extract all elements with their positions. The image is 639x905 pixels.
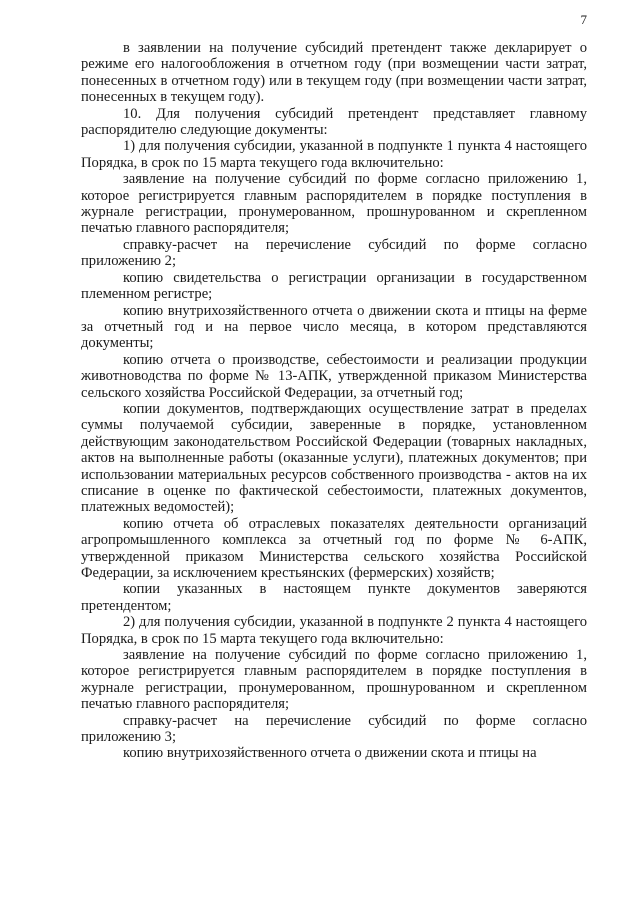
paragraph-continuation: в заявлении на получение субсидий претендент также декларирует о режиме его налогообложения в отчетном году (при возмещении части затрат, понесенных в отчетном году) или в текущем году (при возмещении части затрат, понесенных в текущем году). [81,40,587,106]
paragraph-certification: копии указанных в настоящем пункте документов заверяются претендентом; [81,581,587,614]
paragraph-calculation-2: справку-расчет на перечисление субсидий по форме согласно приложению 3; [81,712,587,746]
paragraph-application-2: заявление на получение субсидий по форме согласно приложению 1, которое регистрируется главным распорядителем в порядке поступления в журнале регистрации, пронумерованном, прошнурованном и скрепленном печатью главного распорядителя; [81,647,587,713]
paragraph-application-1: заявление на получение субсидий по форме согласно приложению 1, которое регистрируется главным распорядителем в порядке поступления в журнале регистрации, пронумерованном, прошнурованном и скрепленном печатью главного распорядителя; [81,171,587,237]
paragraph-livestock-report-1: копию внутрихозяйственного отчета о движении скота и птицы на ферме за отчетный год и на первое число месяца, в котором представляются документы; [81,302,587,352]
paragraph-form-13-apk: копию отчета о производстве, себестоимости и реализации продукции животноводства по форме № 13-АПК, утвержденной приказом Министерства сельского хозяйства Российской Федерации, за отчетный год; [81,351,587,401]
paragraph-subitem-2: 2) для получения субсидии, указанной в подпункте 2 пункта 4 настоящего Порядка, в срок по 15 марта текущего года включительно: [81,614,587,647]
paragraph-registry-certificate: копию свидетельства о регистрации организации в государственном племенном регистре; [81,269,587,303]
paragraph-cost-documents: копии документов, подтверждающих осуществление затрат в пределах суммы получаемой субсидии, заверенные в порядке, установленном действующим законодательством Российской Федерации (товарных накладных, актов на выполненные работы (оказанные услуги), платежных документов; при использовании материальных ресурсов собственного производства - актов на их списание в оценке по фактической себестоимости, платежных документов, платежных ведомостей); [81,400,587,516]
paragraph-calculation-1: справку-расчет на перечисление субсидий по форме согласно приложению 2; [81,236,587,270]
document-body [81,40,587,762]
paragraph-livestock-report-2: копию внутрихозяйственного отчета о движении скота и птицы на [123,745,537,762]
paragraph-subitem-1: 1) для получения субсидии, указанной в подпункте 1 пункта 4 настоящего Порядка, в срок по 15 марта текущего года включительно: [81,138,587,171]
paragraph-item-10: 10. Для получения субсидий претендент представляет главному распорядителю следующие документы: [81,105,587,139]
paragraph-form-6-apk: копию отчета об отраслевых показателях деятельности организаций агропромышленного комплекса за отчетный год по форме № 6-АПК, утвержденной приказом Министерства сельского хозяйства Российской Федерации, за исключением крестьянских (фермерских) хозяйств; [81,515,587,581]
page-number: 7 [580,12,587,27]
